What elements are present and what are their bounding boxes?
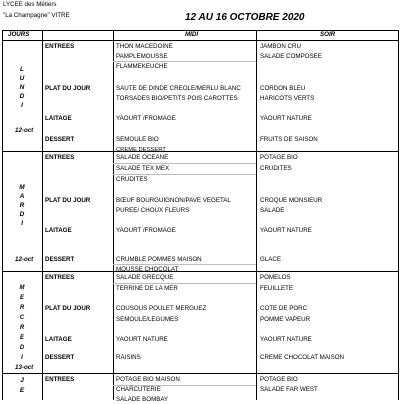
cell-rule <box>113 264 256 265</box>
column-header-soir: SOIR <box>320 31 336 38</box>
category-plat: PLAT DU JOUR <box>45 305 91 312</box>
category-dessert: DESSERT <box>45 354 75 361</box>
menu-item: THON MACEDOINE <box>116 43 173 50</box>
menu-item: GLACE <box>260 256 281 263</box>
day-letter: I <box>21 102 23 109</box>
menu-item: CORDON BLEU <box>260 85 306 92</box>
day-letter: R <box>19 202 25 209</box>
menu-item: SALADE COMPOSEE <box>260 53 322 60</box>
category-laitage: LAITAGE <box>45 336 72 343</box>
header-top-border <box>2 30 398 31</box>
menu-item: YAOURT NATURE <box>116 336 168 343</box>
menu-item: SEMOULE BIO <box>116 136 159 143</box>
category-entrees: ENTREES <box>45 43 75 50</box>
day-letter: M <box>19 285 25 291</box>
menu-item: SALADE OCEANE <box>116 154 169 161</box>
category-plat: PLAT DU JOUR <box>45 85 91 92</box>
menu-item: YAOURT NATURE <box>260 336 312 343</box>
day-letter: C <box>19 315 25 321</box>
column-header-midi: MIDI <box>185 31 199 38</box>
day-letter: D <box>19 345 25 351</box>
menu-item: SALADE BOMBAY <box>116 396 169 403</box>
cell-rule <box>113 174 256 175</box>
cell-rule <box>113 283 256 284</box>
day-letter: M <box>19 184 25 191</box>
day-separator <box>2 271 398 272</box>
menu-item: CRUDITES <box>116 176 148 183</box>
category-laitage: LAITAGE <box>45 115 72 122</box>
menu-item: POTAGE BIO <box>260 376 298 383</box>
day-separator <box>2 373 398 374</box>
menu-item: POMME VAPEUR <box>260 316 311 323</box>
column-header-jours: JOURS <box>8 31 30 38</box>
menu-item: CRUMBLE POMMES MAISON <box>116 256 202 263</box>
menu-item: CREME CHOCOLAT MAISON <box>260 354 344 361</box>
grid-midi-soir-divider <box>256 30 257 400</box>
category-entrees: ENTREES <box>45 154 75 161</box>
cell-rule <box>113 385 256 386</box>
menu-item: MOUSSE CHOCOLAT <box>116 266 179 273</box>
menu-item: YAOURT NATURE <box>260 227 312 234</box>
day-date: 12-oct <box>15 256 34 263</box>
day-letter: D <box>19 211 25 218</box>
menu-item: COTE DE PORC <box>260 305 308 312</box>
menu-item: HARICOTS VERTS <box>260 95 315 102</box>
menu-item: YAOURT /FROMAGE <box>116 227 176 234</box>
menu-item: SAUTE DE DINDE CREOLE/MERLU BLANC <box>116 85 241 92</box>
day-date: 12-oct <box>15 127 34 134</box>
menu-item: SALADE GRECQUE <box>116 274 174 281</box>
page-title: 12 AU 16 OCTOBRE 2020 <box>185 12 305 23</box>
day-letter: U <box>19 75 25 82</box>
school-name: LYCEE des Métiers <box>3 1 57 8</box>
day-letter: R <box>19 305 25 311</box>
cell-rule <box>113 61 256 62</box>
menu-item: PUREE/ CHOUX FLEURS <box>116 207 190 214</box>
day-date: 13-oct <box>15 364 34 371</box>
menu-item: POTAGE BIO MAISON <box>116 376 180 383</box>
grid-category-divider <box>113 30 114 400</box>
menu-item: TERRINE DE LA MER <box>116 285 178 292</box>
menu-item: POMELOS <box>260 274 291 281</box>
category-laitage: LAITAGE <box>45 227 72 234</box>
day-letter: J <box>20 377 24 384</box>
menu-item: SALADE FAR WEST <box>260 386 318 393</box>
category-dessert: DESSERT <box>45 256 75 263</box>
menu-item: FLAMMEKEUCHE <box>116 63 168 70</box>
school-site: "La Champagne" VITRE <box>3 12 70 19</box>
menu-item: SEMOULE/LEGUMES <box>116 316 179 323</box>
day-letter: D <box>19 93 25 100</box>
day-letter: E <box>19 387 25 394</box>
day-letter: E <box>19 335 24 341</box>
grid-jours-divider <box>42 30 43 400</box>
cell-rule <box>113 163 256 164</box>
day-name-lundi <box>2 65 42 110</box>
category-dessert: DESSERT <box>45 136 75 143</box>
grid-right-border <box>398 30 399 400</box>
day-name-mardi <box>2 183 42 228</box>
day-letter: I <box>21 355 23 361</box>
category-plat: PLAT DU JOUR <box>45 197 91 204</box>
menu-item: CREME DESSERT <box>116 147 166 153</box>
menu-item: BŒUF BOURGUIGNON/PAVE VEGETAL <box>116 197 231 204</box>
menu-item: YAOURT /FROMAGE <box>116 115 176 122</box>
day-letter: L <box>20 66 24 73</box>
menu-item: SALADE TEX MEX <box>116 165 170 172</box>
day-letter: N <box>19 84 25 91</box>
category-entrees: ENTREES <box>45 274 75 281</box>
menu-item: COUSOUS POULET MERGUEZ <box>116 305 207 312</box>
day-letter: E <box>19 295 24 301</box>
menu-item: CRUDITES <box>260 165 292 172</box>
menu-item: FRUITS DE SAISON <box>260 136 318 143</box>
day-letter: R <box>19 325 25 331</box>
menu-item: SALADE <box>260 207 285 214</box>
menu-item: POTAGE BIO <box>260 154 298 161</box>
day-separator <box>2 151 398 152</box>
menu-item: CROQUE MONSIEUR <box>260 197 323 204</box>
menu-item: TORSADES BIO/PETITS POIS CAROTTES <box>116 95 238 102</box>
header-bottom-border <box>2 40 398 41</box>
menu-item: FEUILLETE <box>260 285 294 292</box>
day-name-mercredi <box>2 283 42 363</box>
menu-item: PAMPLEMOUSSE <box>116 53 168 60</box>
day-letter: A <box>19 193 25 200</box>
day-letter: I <box>21 220 23 227</box>
day-name-jeudi <box>2 376 42 396</box>
menu-item: CHARCUTERIE <box>116 386 161 393</box>
menu-item: YAOURT NATURE <box>260 115 312 122</box>
menu-item: RAISINS <box>116 354 141 361</box>
menu-item: JAMBON CRU <box>260 43 301 50</box>
category-entrees: ENTREES <box>45 376 75 383</box>
